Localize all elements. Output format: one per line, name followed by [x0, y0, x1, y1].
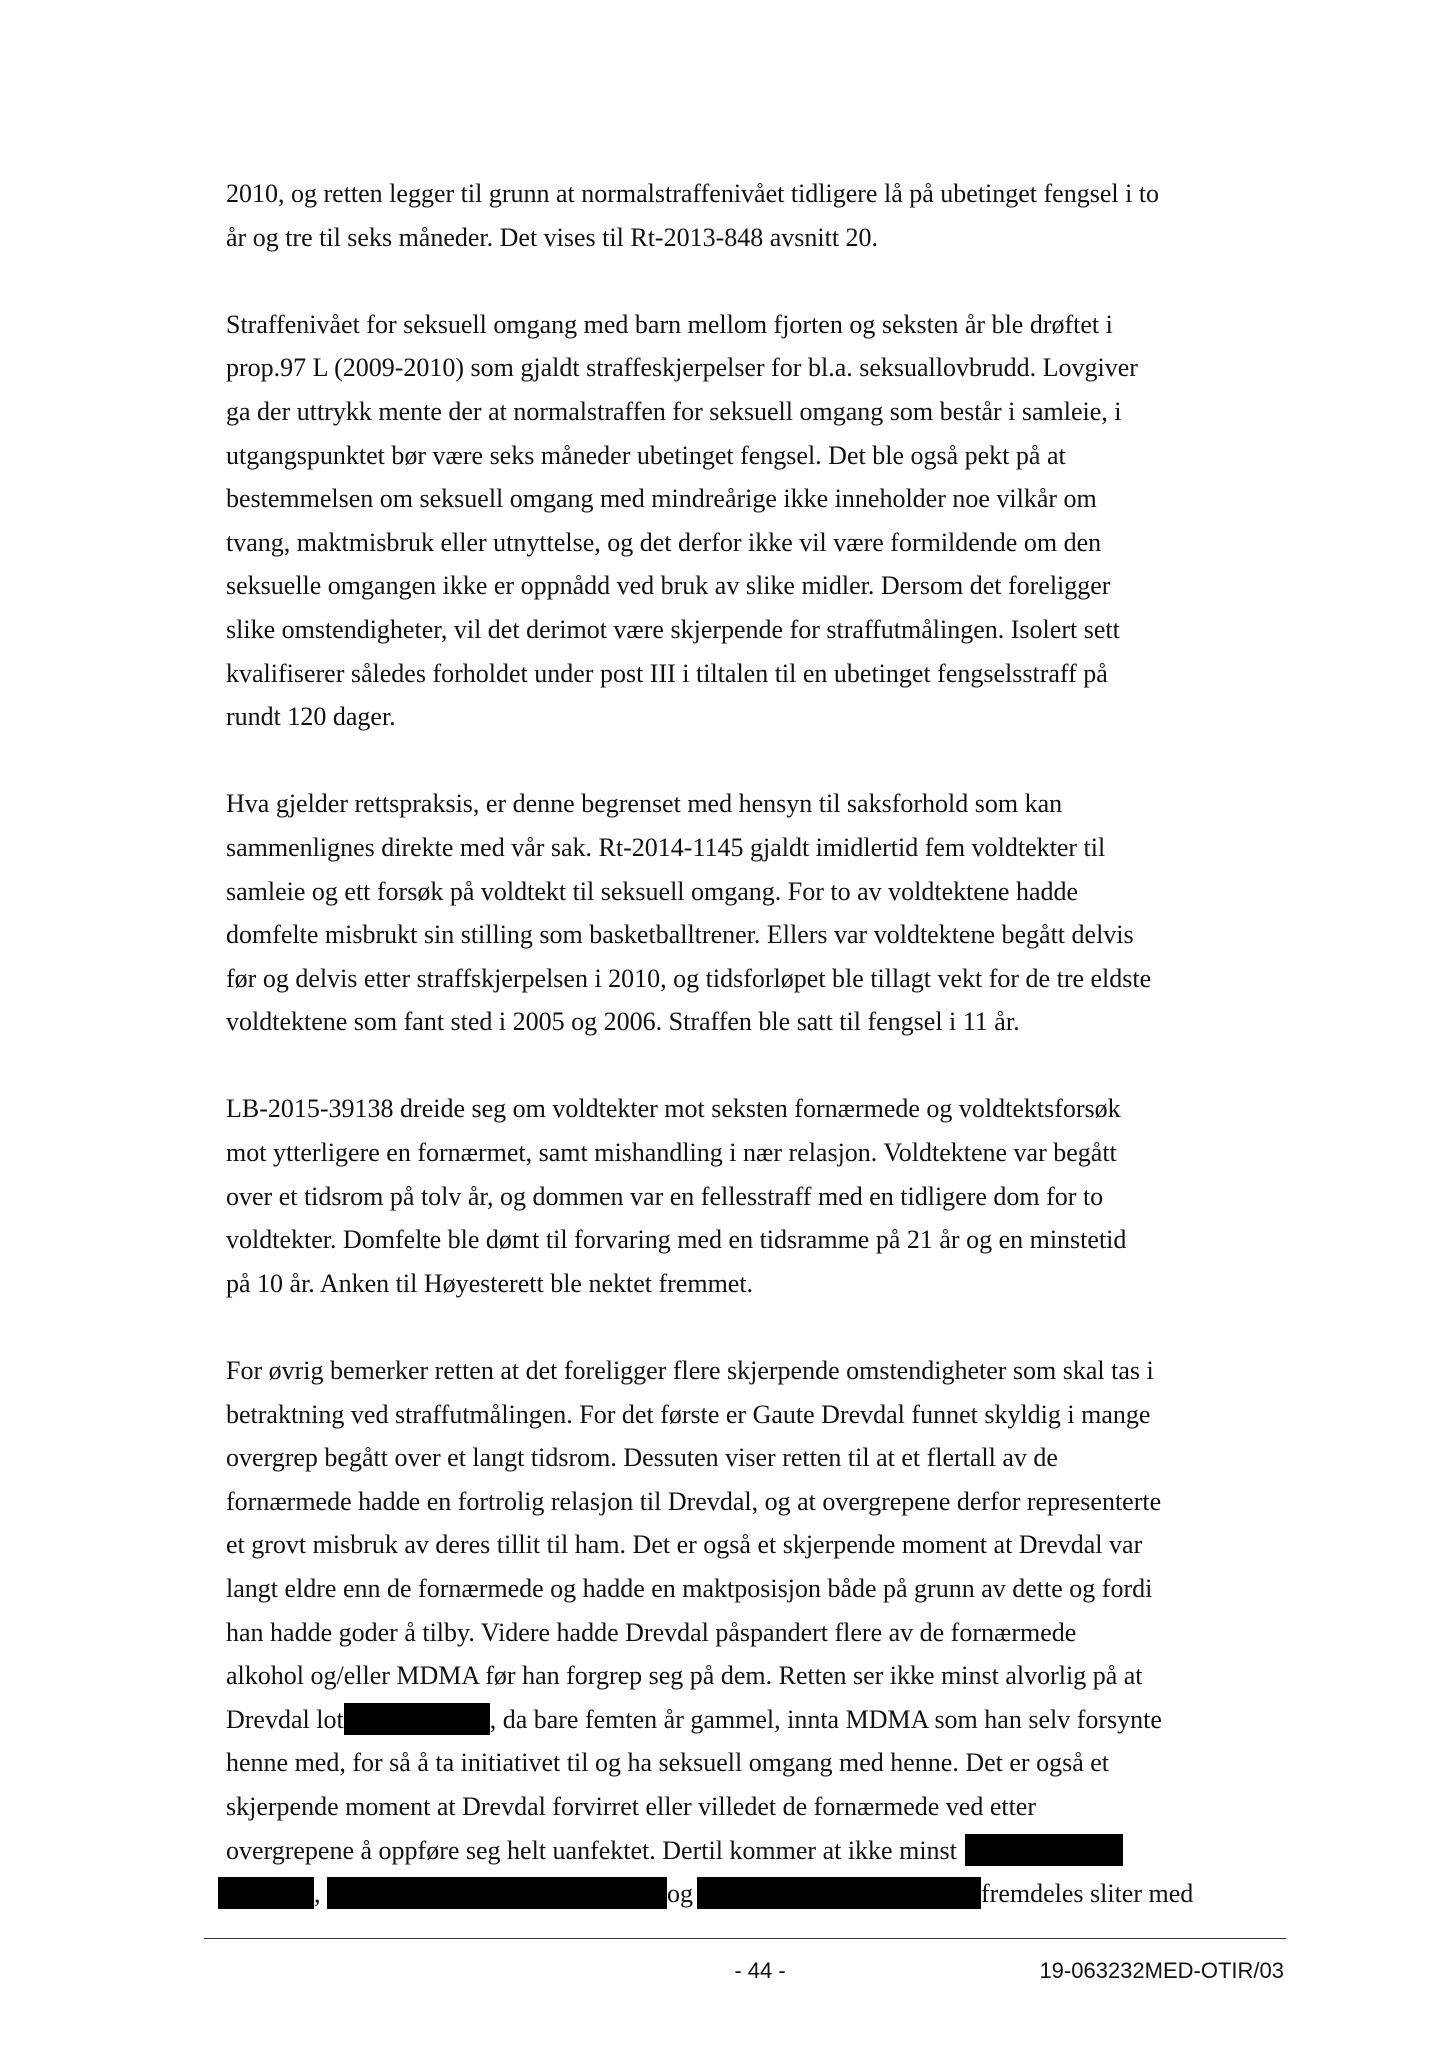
text-line: overgrep begått over et langt tidsrom. Dessuten viser retten til at et flertall av de: [226, 1443, 1058, 1473]
text-fragment: , da bare femten år gammel, innta MDMA som han selv forsynte: [489, 1704, 1162, 1734]
text-fragment: Drevdal lot: [226, 1704, 344, 1734]
text-line: rundt 120 dager.: [226, 702, 396, 732]
text-line: han hadde goder å tilby. Videre hadde Drevdal påspandert flere av de fornærmede: [226, 1617, 1077, 1647]
text-line: bestemmelsen om seksuell omgang med mindreårige ikke inneholder noe vilkår om: [226, 484, 1097, 514]
text-fragment: fremdeles sliter med: [981, 1879, 1194, 1909]
text-line: betraktning ved straffutmålingen. For det første er Gaute Drevdal funnet skyldig i mange: [226, 1399, 1151, 1429]
text-fragment: og: [667, 1879, 693, 1909]
text-line-redacted: [226, 1829, 1286, 1873]
text-line: slike omstendigheter, vil det derimot være skjerpende for straffutmålingen. Isolert sett: [226, 614, 1120, 644]
text-line: på 10 år. Anken til Høyesterett ble nektet fremmet.: [226, 1268, 754, 1298]
text-fragment: overgrepene å oppføre seg helt uanfektet. Dertil kommer at ikke minst: [226, 1835, 957, 1865]
text-line: skjerpende moment at Drevdal forvirret eller villedet de fornærmede ved etter: [226, 1791, 1036, 1821]
text-line: voldtekter. Domfelte ble dømt til forvaring med en tidsramme på 21 år og en minstetid: [226, 1225, 1127, 1255]
text-line: samleie og ett forsøk på voldtekt til seksuell omgang. For to av voldtektene hadde: [226, 876, 1079, 906]
text-line: tvang, maktmisbruk eller utnyttelse, og det derfor ikke vil være formildende om den: [226, 527, 1102, 557]
text-line: Straffenivået for seksuell omgang med barn mellom fjorten og seksten år ble drøftet i: [226, 309, 1113, 339]
redaction-box: [965, 1834, 1123, 1866]
paragraph-4: [226, 1087, 1286, 1305]
text-line: Hva gjelder rettspraksis, er denne begrenset med hensyn til saksforhold som kan: [226, 789, 1063, 819]
redaction-box: [697, 1877, 981, 1909]
case-reference: 19-063232MED-OTIR/03: [1039, 1958, 1284, 1983]
paragraph-2: [226, 303, 1286, 739]
text-line: over et tidsrom på tolv år, og dommen var en fellesstraff med en tidligere dom for to: [226, 1181, 1104, 1211]
text-line: prop.97 L (2009-2010) som gjaldt straffeskjerpelser for bl.a. seksuallovbrudd. Lovgiver: [226, 353, 1138, 383]
paragraph-1: [226, 172, 1286, 259]
text-line: langt eldre enn de fornærmede og hadde en maktposisjon både på grunn av dette og fordi: [226, 1574, 1153, 1603]
text-line: fornærmede hadde en fortrolig relasjon til Drevdal, og at overgrepene derfor representerte: [226, 1486, 1162, 1516]
text-line: LB-2015-39138 dreide seg om voldtekter mot seksten fornærmede og voldtektsforsøk: [226, 1094, 1121, 1124]
page-number: - 44 -: [734, 1958, 786, 1983]
text-line: utgangspunktet bør være seks måneder ubetinget fengsel. Det ble også pekt på at: [226, 440, 1066, 470]
paragraph-3: [226, 782, 1286, 1044]
redaction-box: [327, 1877, 667, 1909]
text-line: et grovt misbruk av deres tillit til ham. Det er også et skjerpende moment at Drevdal var: [226, 1530, 1143, 1560]
text-line: henne med, for så å ta initiativet til og ha seksuell omgang med henne. Det er også et: [226, 1748, 1110, 1778]
text-line: 2010, og retten legger til grunn at normalstraffenivået tidligere lå på ubetinget fengsel i to: [226, 179, 1160, 208]
redaction-box: [344, 1703, 490, 1735]
text-line: For øvrig bemerker retten at det foreligger flere skjerpende omstendigheter som skal tas i: [226, 1356, 1154, 1386]
text-line: alkohol og/eller MDMA før han forgrep seg på dem. Retten ser ikke minst alvorlig på at: [226, 1661, 1143, 1691]
text-line-redacted: [218, 1872, 1286, 1916]
text-line: år og tre til seks måneder. Det vises til Rt-2013-848 avsnitt 20.: [226, 222, 879, 252]
text-line: voldtektene som fant sted i 2005 og 2006. Straffen ble satt til fengsel i 11 år.: [226, 1007, 1020, 1037]
redaction-box: [218, 1877, 314, 1909]
body-text: [226, 172, 1286, 1959]
text-line: ga der uttrykk mente der at normalstraffen for seksuell omgang som består i samleie, i: [226, 396, 1122, 426]
footer-divider: [204, 1938, 1286, 1939]
text-line: seksuelle omgangen ikke er oppnådd ved bruk av slike midler. Dersom det foreligger: [226, 571, 1111, 601]
text-line: mot ytterligere en fornærmet, samt mishandling i nær relasjon. Voldtektene var begått: [226, 1138, 1117, 1168]
text-line: sammenlignes direkte med vår sak. Rt-2014-1145 gjaldt imidlertid fem voldtekter til: [226, 832, 1106, 862]
text-line: kvalifiserer således forholdet under post III i tiltalen til en ubetinget fengselsstraff på: [226, 658, 1108, 688]
text-line-redacted: [226, 1698, 1286, 1742]
text-line: før og delvis etter straffskjerpelsen i 2010, og tidsforløpet ble tillagt vekt for de tre eldste: [226, 963, 1152, 993]
text-fragment: ,: [314, 1879, 321, 1909]
text-line: domfelte misbrukt sin stilling som basketballtrener. Ellers var voldtektene begått delvis: [226, 920, 1134, 950]
paragraph-5: [226, 1349, 1286, 1916]
